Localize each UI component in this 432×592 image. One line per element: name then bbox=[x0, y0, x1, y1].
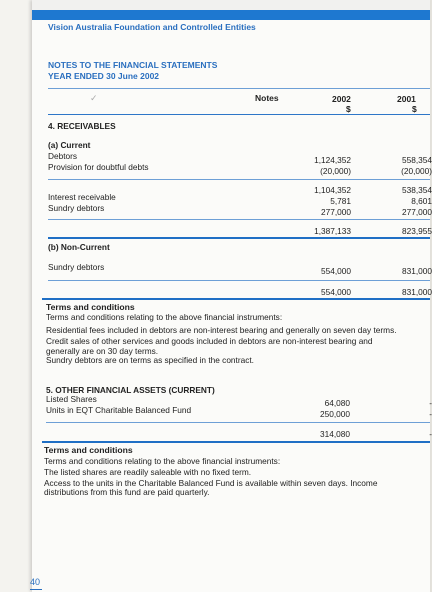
header-rule bbox=[48, 88, 430, 89]
terms-line: Terms and conditions relating to the above financial instruments: bbox=[44, 456, 281, 466]
notes-column-header: Notes bbox=[255, 93, 279, 103]
row-label: Interest receivable bbox=[48, 192, 116, 202]
section-5-title: 5. OTHER FINANCIAL ASSETS (CURRENT) bbox=[46, 385, 215, 395]
value-2001: - bbox=[429, 398, 432, 408]
terms-line: Sundry debtors are on terms as specified in the contract. bbox=[46, 355, 254, 365]
total-rule bbox=[48, 280, 430, 281]
value-2001: 558,354 bbox=[402, 155, 432, 165]
subtotal-2001: 538,354 bbox=[402, 185, 432, 195]
row-label: Sundry debtors bbox=[48, 203, 105, 213]
row-label: Sundry debtors bbox=[48, 262, 105, 272]
row-label: Listed Shares bbox=[46, 394, 97, 404]
row-label: Units in EQT Charitable Balanced Fund bbox=[46, 405, 192, 415]
document-page bbox=[32, 0, 430, 592]
current-label: (a) Current bbox=[48, 140, 91, 150]
total-rule bbox=[46, 422, 430, 423]
terms-line: generally are on 30 day terms. bbox=[46, 346, 159, 356]
value-2002: 1,124,352 bbox=[314, 155, 351, 165]
section-rule bbox=[42, 441, 430, 443]
noncurrent-label: (b) Non-Current bbox=[48, 242, 110, 252]
column-header-rule bbox=[48, 114, 430, 115]
top-margin bbox=[32, 0, 430, 10]
value-2001: - bbox=[429, 409, 432, 419]
section-rule bbox=[48, 237, 430, 239]
page-number-underline bbox=[30, 589, 42, 590]
row-label: Provision for doubtful debts bbox=[48, 162, 149, 172]
value-2002: 554,000 bbox=[321, 266, 351, 276]
total-current-2002: 1,387,133 bbox=[314, 226, 351, 236]
subtotal-rule bbox=[48, 179, 430, 180]
value-2001: (20,000) bbox=[401, 166, 432, 176]
terms-line: Access to the units in the Charitable Balanced Fund is available within seven days. Income bbox=[44, 478, 378, 488]
total-2002: 314,080 bbox=[320, 429, 350, 439]
value-2002: 5,781 bbox=[330, 196, 351, 206]
year-2001-unit: $ bbox=[412, 104, 417, 114]
total-noncurrent-2002: 554,000 bbox=[321, 287, 351, 297]
terms-title: Terms and conditions bbox=[44, 445, 133, 455]
value-2002: 250,000 bbox=[320, 409, 350, 419]
terms-line: Terms and conditions relating to the above financial instruments: bbox=[46, 312, 283, 322]
total-2001: - bbox=[429, 429, 432, 439]
section-rule bbox=[42, 298, 430, 300]
value-2001: 277,000 bbox=[402, 207, 432, 217]
notes-title: NOTES TO THE FINANCIAL STATEMENTS bbox=[48, 60, 218, 70]
total-current-2001: 823,955 bbox=[402, 226, 432, 236]
value-2002: 277,000 bbox=[321, 207, 351, 217]
total-noncurrent-2001: 831,000 bbox=[402, 287, 432, 297]
terms-line: Residential fees included in debtors are non-interest bearing and generally on seven day terms. bbox=[46, 325, 397, 335]
header-band bbox=[32, 10, 430, 20]
terms-line: Credit sales of other services and goods included in debtors are non-interest bearing and bbox=[46, 336, 373, 346]
value-2002: (20,000) bbox=[320, 166, 351, 176]
section-4-title: 4. RECEIVABLES bbox=[48, 121, 116, 131]
value-2001: 8,601 bbox=[411, 196, 432, 206]
organization-name: Vision Australia Foundation and Controlled Entities bbox=[48, 22, 256, 32]
value-2002: 64,080 bbox=[324, 398, 350, 408]
year-2001-header: 2001 bbox=[397, 94, 416, 104]
year-2002-header: 2002 bbox=[332, 94, 351, 104]
row-label: Debtors bbox=[48, 151, 78, 161]
year-2002-unit: $ bbox=[346, 104, 351, 114]
total-rule bbox=[48, 219, 430, 220]
subtotal-2002: 1,104,352 bbox=[314, 185, 351, 195]
terms-line: The listed shares are readily saleable with no fixed term. bbox=[44, 467, 252, 477]
page-number: 40 bbox=[30, 577, 41, 587]
pen-mark: ✓ bbox=[90, 93, 98, 103]
terms-line: distributions from this fund are paid quarterly. bbox=[44, 487, 210, 497]
terms-title: Terms and conditions bbox=[46, 302, 135, 312]
value-2001: 831,000 bbox=[402, 266, 432, 276]
notes-subtitle: YEAR ENDED 30 June 2002 bbox=[48, 71, 160, 81]
